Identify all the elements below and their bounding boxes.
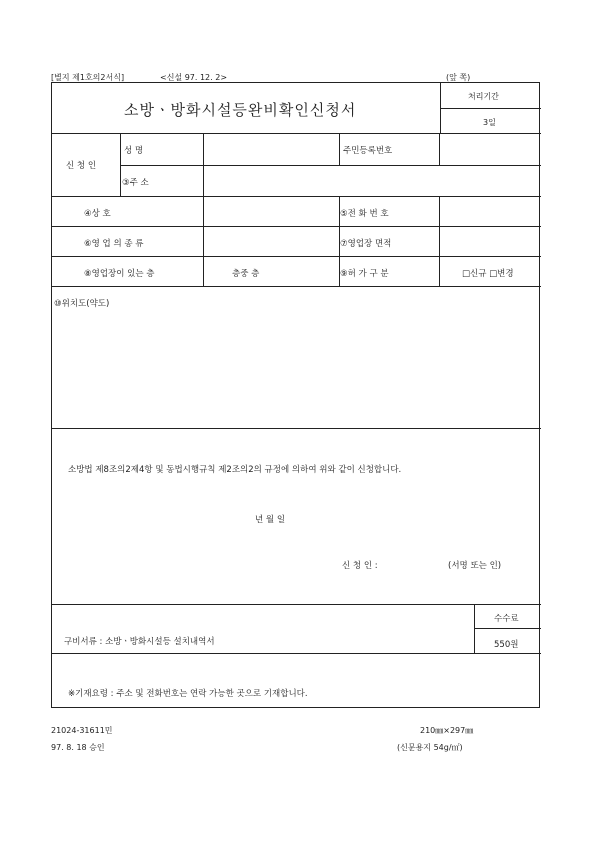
address-label: ③주 소 xyxy=(122,178,149,188)
floor-value[interactable]: 층중 층 xyxy=(232,269,260,279)
resident-id-field[interactable] xyxy=(440,134,540,164)
business-type-label: ⑥영 업 의 종 류 xyxy=(84,239,144,249)
required-documents: 구비서류 : 소방ㆍ방화시설등 설치내역서 xyxy=(64,637,215,647)
address-field[interactable] xyxy=(204,166,540,195)
permit-type-label: ⑨허 가 구 분 xyxy=(340,269,389,279)
area-label: ⑦영업장 면적 xyxy=(340,239,392,249)
page-side: (앞 쪽) xyxy=(446,73,471,82)
business-type-field[interactable] xyxy=(204,227,338,255)
trade-name-label: ④상 호 xyxy=(84,209,111,219)
name-label: 성 명 xyxy=(124,146,144,156)
revision-note: <신설 97. 12. 2> xyxy=(160,73,228,82)
location-map-area[interactable] xyxy=(53,309,540,427)
approval-date: 97. 8. 18 승인 xyxy=(51,743,105,752)
signature-label: 신 청 인 : xyxy=(342,561,378,571)
paper-type: (신문용지 54g/㎡) xyxy=(397,743,463,752)
processing-period-label: 처리기간 xyxy=(468,92,499,101)
location-map-label: ⑩위치도(약도) xyxy=(54,299,110,309)
phone-label: ⑤전 화 번 호 xyxy=(340,209,389,219)
fee-value: 550원 xyxy=(494,640,519,650)
resident-id-label: 주민등록번호 xyxy=(343,146,393,156)
phone-field[interactable] xyxy=(440,197,540,225)
floor-label: ⑧영업장이 있는 층 xyxy=(84,269,155,279)
trade-name-field[interactable] xyxy=(204,197,338,225)
application-statement: 소방법 제8조의2제4항 및 동법시행규칙 제2조의2의 규정에 의하여 위와 같이 신청합니다. xyxy=(68,465,402,475)
fee-label: 수수료 xyxy=(494,614,519,624)
permit-type-checkboxes[interactable]: □신규 □변경 xyxy=(462,269,514,279)
application-form xyxy=(51,82,540,708)
area-field[interactable] xyxy=(440,227,540,255)
filling-instruction: ※기재요령 : 주소 및 전화번호는 연락 가능한 곳으로 기재합니다. xyxy=(68,689,308,699)
form-title: 소방ㆍ방화시설등완비확인신청서 xyxy=(124,101,357,119)
application-date[interactable]: 년 월 일 xyxy=(255,515,286,525)
signature-note: (서명 또는 인) xyxy=(448,561,502,571)
name-field[interactable] xyxy=(204,134,338,164)
applicant-section-label: 신 청 인 xyxy=(66,161,97,171)
form-number: [별지 제1호의2서식] xyxy=(51,73,125,82)
processing-period-value: 3일 xyxy=(483,118,496,127)
form-code: 21024-31611민 xyxy=(51,726,113,735)
paper-size: 210㎜×297㎜ xyxy=(420,726,474,735)
